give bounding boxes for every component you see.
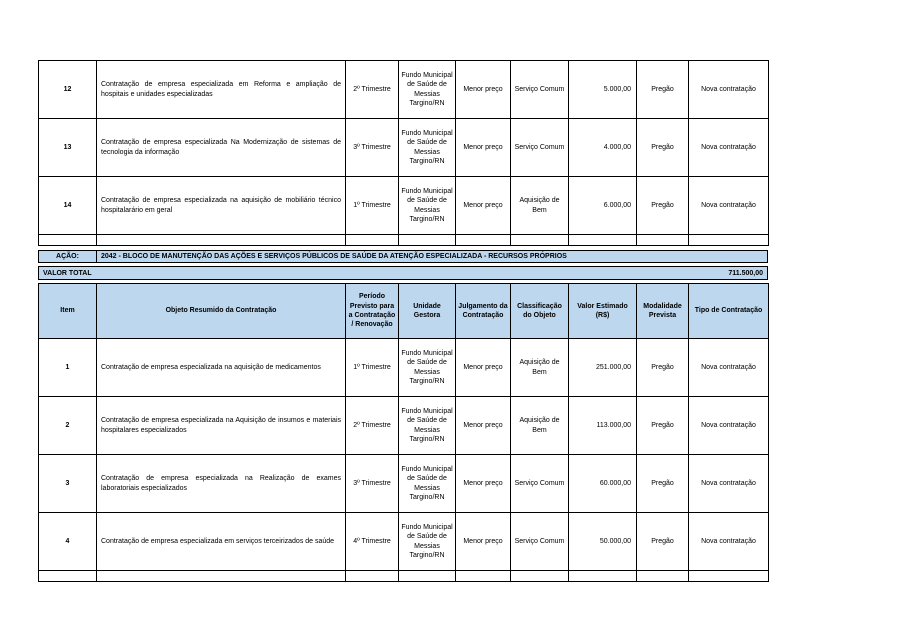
cell-classificacao: Aquisição de Bem bbox=[511, 397, 569, 455]
cell-periodo: 3º Trimestre bbox=[346, 455, 399, 513]
cell-modalidade: Pregão bbox=[637, 177, 689, 235]
table-row bbox=[39, 339, 769, 397]
cell-valor: 60.000,00 bbox=[569, 455, 637, 513]
col-header-objeto: Objeto Resumido da Contratação bbox=[97, 284, 346, 339]
col-header-modalidade: Modalidade Prevista bbox=[637, 284, 689, 339]
cell-julgamento: Menor preço bbox=[456, 455, 511, 513]
cell-tipo: Nova contratação bbox=[689, 513, 769, 571]
cell-objeto: Contratação de empresa especializada em Reforma e ampliação de hospitais e unidades especializadas bbox=[97, 61, 346, 119]
cell-unidade: Fundo Municipal de Saúde de Messias Targino/RN bbox=[399, 513, 456, 571]
col-header-tipo: Tipo de Contratação bbox=[689, 284, 769, 339]
cell-periodo: 2º Trimestre bbox=[346, 61, 399, 119]
cell-julgamento: Menor preço bbox=[456, 397, 511, 455]
upper-table bbox=[38, 60, 769, 246]
cell-unidade: Fundo Municipal de Saúde de Messias Targino/RN bbox=[399, 397, 456, 455]
cell-unidade: Fundo Municipal de Saúde de Messias Targino/RN bbox=[399, 177, 456, 235]
valor-total-band bbox=[38, 266, 768, 280]
cell-classificacao: Serviço Comum bbox=[511, 119, 569, 177]
cell-valor: 4.000,00 bbox=[569, 119, 637, 177]
table-row bbox=[39, 177, 769, 235]
cell-item: 14 bbox=[39, 177, 97, 235]
cell-objeto: Contratação de empresa especializada na Aquisição de insumos e materiais hospitalares especializados bbox=[97, 397, 346, 455]
cell-periodo: 1º Trimestre bbox=[346, 339, 399, 397]
cell-item: 12 bbox=[39, 61, 97, 119]
col-header-classificacao: Classificação do Objeto bbox=[511, 284, 569, 339]
cell-item: 1 bbox=[39, 339, 97, 397]
empty-row bbox=[39, 571, 769, 582]
cell-unidade: Fundo Municipal de Saúde de Messias Targino/RN bbox=[399, 119, 456, 177]
cell-classificacao: Serviço Comum bbox=[511, 61, 569, 119]
col-header-periodo: Período Previsto para a Contratação / Renovação bbox=[346, 284, 399, 339]
cell-unidade: Fundo Municipal de Saúde de Messias Targino/RN bbox=[399, 61, 456, 119]
cell-valor: 6.000,00 bbox=[569, 177, 637, 235]
cell-modalidade: Pregão bbox=[637, 397, 689, 455]
col-header-julgamento: Julgamento da Contratação bbox=[456, 284, 511, 339]
table-row bbox=[39, 513, 769, 571]
cell-periodo: 1º Trimestre bbox=[346, 177, 399, 235]
cell-julgamento: Menor preço bbox=[456, 339, 511, 397]
table-row bbox=[39, 119, 769, 177]
cell-tipo: Nova contratação bbox=[689, 177, 769, 235]
empty-row bbox=[39, 235, 769, 246]
cell-classificacao: Aquisição de Bem bbox=[511, 339, 569, 397]
cell-item: 2 bbox=[39, 397, 97, 455]
lower-table bbox=[38, 283, 769, 582]
cell-unidade: Fundo Municipal de Saúde de Messias Targino/RN bbox=[399, 339, 456, 397]
cell-objeto: Contratação de empresa especializada na Realização de exames laboratoriais especializados bbox=[97, 455, 346, 513]
cell-modalidade: Pregão bbox=[637, 513, 689, 571]
cell-julgamento: Menor preço bbox=[456, 119, 511, 177]
table-row bbox=[39, 61, 769, 119]
acao-label: AÇÃO: bbox=[39, 251, 97, 262]
cell-valor: 5.000,00 bbox=[569, 61, 637, 119]
cell-valor: 251.000,00 bbox=[569, 339, 637, 397]
table-row bbox=[39, 455, 769, 513]
cell-tipo: Nova contratação bbox=[689, 119, 769, 177]
cell-modalidade: Pregão bbox=[637, 339, 689, 397]
col-header-item: Item bbox=[39, 284, 97, 339]
cell-julgamento: Menor preço bbox=[456, 177, 511, 235]
cell-classificacao: Serviço Comum bbox=[511, 455, 569, 513]
cell-periodo: 3º Trimestre bbox=[346, 119, 399, 177]
col-header-unidade: Unidade Gestora bbox=[399, 284, 456, 339]
cell-classificacao: Serviço Comum bbox=[511, 513, 569, 571]
cell-tipo: Nova contratação bbox=[689, 397, 769, 455]
cell-unidade: Fundo Municipal de Saúde de Messias Targino/RN bbox=[399, 455, 456, 513]
cell-modalidade: Pregão bbox=[637, 119, 689, 177]
cell-valor: 50.000,00 bbox=[569, 513, 637, 571]
table-row bbox=[39, 397, 769, 455]
cell-modalidade: Pregão bbox=[637, 61, 689, 119]
cell-julgamento: Menor preço bbox=[456, 513, 511, 571]
cell-item: 13 bbox=[39, 119, 97, 177]
procurement-plan-sheet bbox=[38, 60, 768, 582]
cell-tipo: Nova contratação bbox=[689, 339, 769, 397]
cell-tipo: Nova contratação bbox=[689, 455, 769, 513]
valor-total-value: 711.500,00 bbox=[728, 269, 763, 277]
cell-tipo: Nova contratação bbox=[689, 61, 769, 119]
table-header bbox=[39, 284, 769, 339]
acao-band bbox=[38, 250, 768, 263]
acao-title: 2042 - BLOCO DE MANUTENÇÃO DAS AÇÕES E SERVIÇOS PÚBLICOS DE SAÚDE DA ATENÇÃO ESPECIALIZADA - RECURSOS PRÓPRIOS bbox=[101, 253, 567, 260]
cell-objeto: Contratação de empresa especializada na aquisição de medicamentos bbox=[97, 339, 346, 397]
cell-periodo: 4º Trimestre bbox=[346, 513, 399, 571]
col-header-valor: Valor Estimado (R$) bbox=[569, 284, 637, 339]
cell-objeto: Contratação de empresa especializada em serviços terceirizados de saúde bbox=[97, 513, 346, 571]
cell-objeto: Contratação de empresa especializada na aquisição de mobiliário técnico hospitalarário em geral bbox=[97, 177, 346, 235]
cell-periodo: 2º Trimestre bbox=[346, 397, 399, 455]
cell-modalidade: Pregão bbox=[637, 455, 689, 513]
cell-classificacao: Aquisição de Bem bbox=[511, 177, 569, 235]
cell-objeto: Contratação de empresa especializada Na Modernização de sistemas de tecnologia da informação bbox=[97, 119, 346, 177]
cell-valor: 113.000,00 bbox=[569, 397, 637, 455]
valor-total-label: VALOR TOTAL bbox=[43, 269, 92, 277]
cell-item: 4 bbox=[39, 513, 97, 571]
cell-item: 3 bbox=[39, 455, 97, 513]
cell-julgamento: Menor preço bbox=[456, 61, 511, 119]
